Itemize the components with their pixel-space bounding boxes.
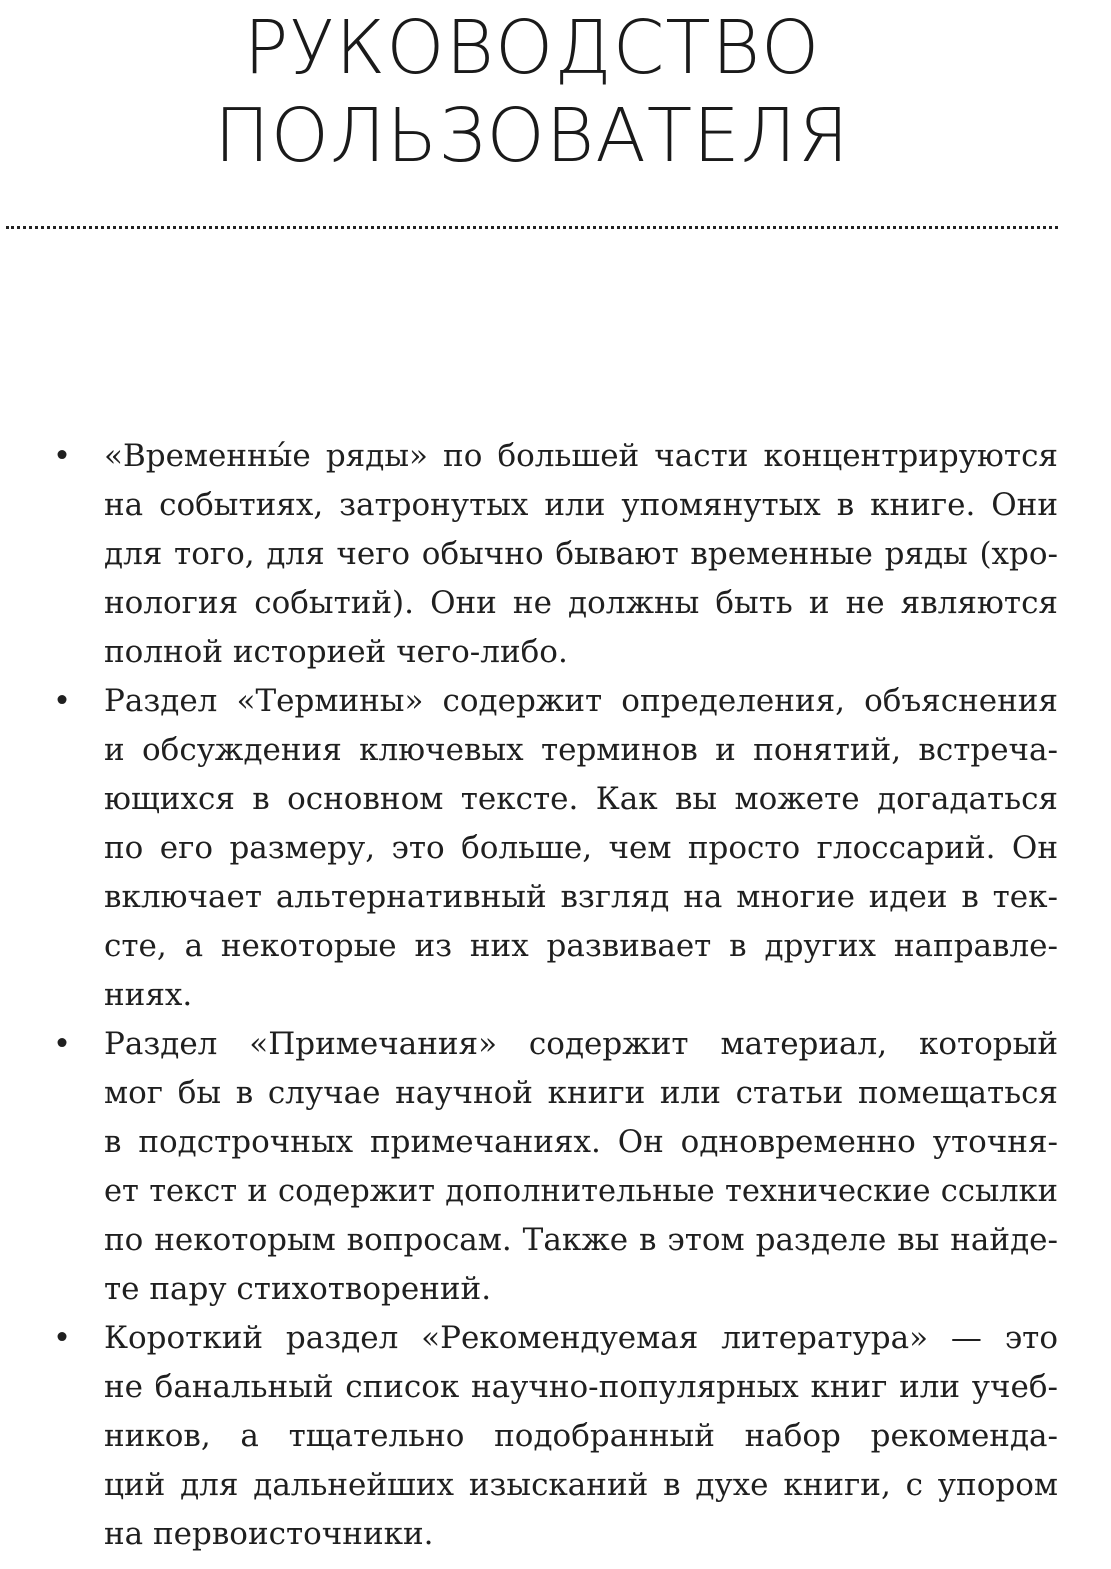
text-line: нология событий). Они не должны быть и не являются: [104, 585, 1058, 621]
list-item: [52, 432, 1058, 677]
text-line: Раздел «Термины» содержит определения, объяснения: [104, 683, 1058, 719]
page-title-line-1: РУКОВОДСТВО: [243, 5, 821, 91]
text-line: мог бы в случае научной книги или статьи помещаться: [104, 1075, 1058, 1111]
text-line: для того, для чего обычно бывают временные ряды (хро-: [104, 536, 1058, 572]
text-line: Короткий раздел «Рекомендуемая литература» — это: [104, 1320, 1058, 1356]
bullet-icon: •: [52, 1320, 72, 1356]
list-item: [52, 1020, 1058, 1314]
text-line: Раздел «Примечания» содержит материал, который: [104, 1026, 1058, 1062]
bullet-icon: •: [52, 438, 72, 474]
text-line: полной историей чего-либо.: [104, 634, 568, 670]
text-line: ций для дальнейших изысканий в духе книги, с упором: [104, 1467, 1058, 1503]
list-item: [52, 677, 1058, 1020]
text-line: ников, а тщательно подобранный набор рекоменда-: [104, 1418, 1058, 1454]
page-title-line-2: ПОЛЬЗОВАТЕЛЯ: [214, 93, 850, 179]
list-item: [52, 1314, 1058, 1559]
text-line: по его размеру, это больше, чем просто глоссарий. Он: [104, 830, 1058, 866]
text-line: включает альтернативный взгляд на многие идеи в тек-: [104, 879, 1058, 915]
page-title: [0, 4, 1064, 180]
bullet-list: [52, 432, 1058, 1559]
text-line: в подстрочных примечаниях. Он одновременно уточня-: [104, 1124, 1058, 1160]
text-line: не банальный список научно-популярных книг или учеб-: [104, 1369, 1058, 1405]
text-line: на событиях, затронутых или упомянутых в книге. Они: [104, 487, 1058, 523]
text-line: ет текст и содержит дополнительные технические ссылки: [104, 1174, 1058, 1209]
bullet-icon: •: [52, 1026, 72, 1062]
text-line: «Временны́е ряды» по большей части концентрируются: [104, 438, 1058, 474]
text-line: те пару стихотворений.: [104, 1271, 492, 1307]
dotted-divider: [6, 226, 1058, 229]
bullet-icon: •: [52, 683, 72, 719]
text-line: ющихся в основном тексте. Как вы можете догадаться: [104, 781, 1058, 817]
text-line: сте, а некоторые из них развивает в других направле-: [104, 928, 1058, 964]
text-line: на первоисточники.: [104, 1516, 434, 1552]
text-line: и обсуждения ключевых терминов и понятий, встреча-: [104, 732, 1058, 768]
text-line: ниях.: [104, 977, 193, 1013]
text-line: по некоторым вопросам. Также в этом разделе вы найде-: [104, 1222, 1058, 1258]
